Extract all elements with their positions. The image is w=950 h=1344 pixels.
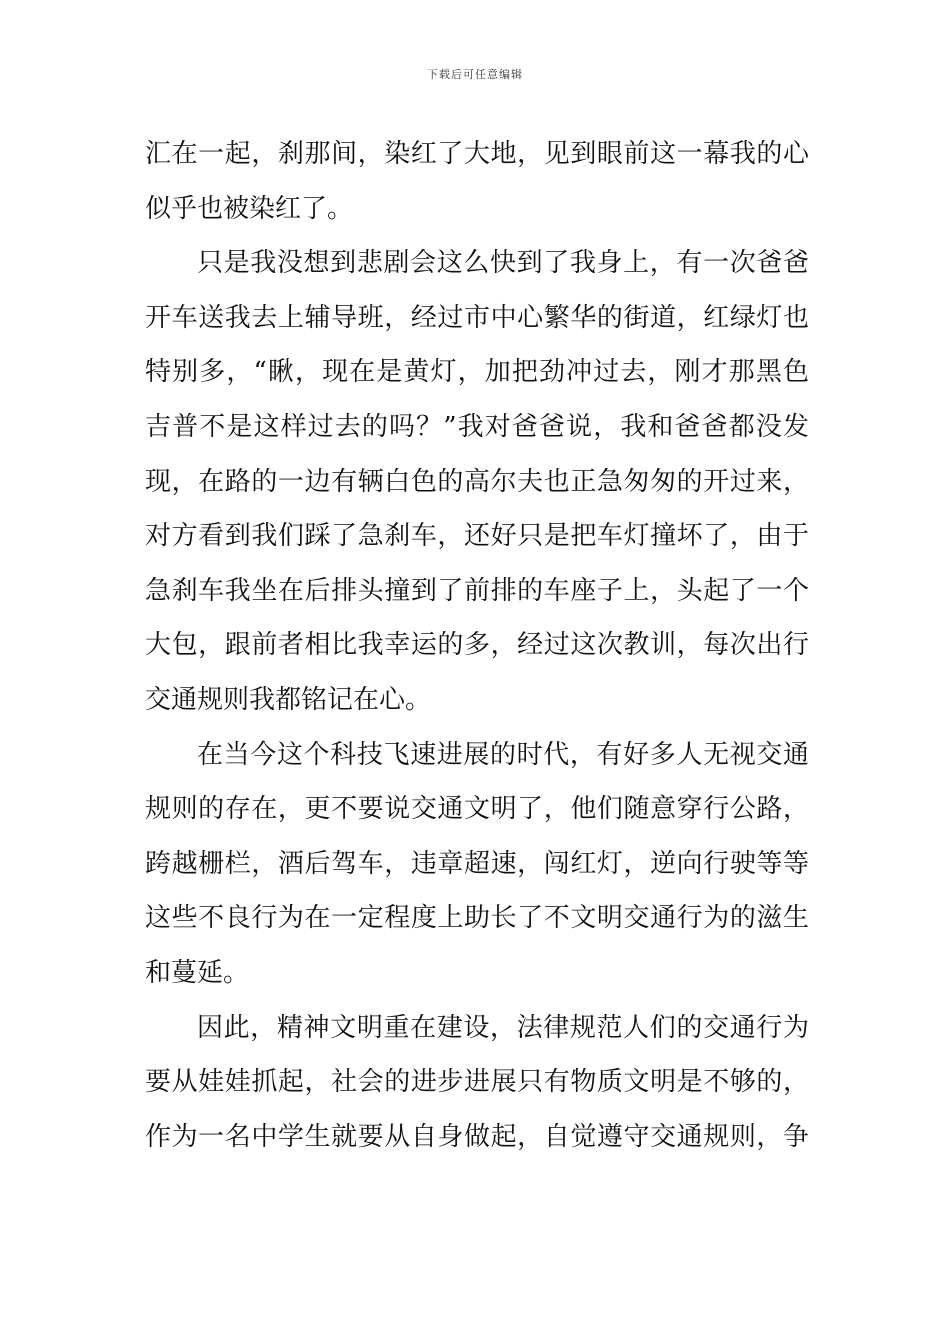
text-line: 似乎也被染红了。 xyxy=(145,193,354,224)
text-line: 要从娃娃抓起，社会的进步进展只有物质文明是不够的， xyxy=(145,1067,809,1098)
paragraph-4 xyxy=(145,1001,809,1165)
text-line: 开车送我去上辅导班，经过市中心繁华的街道，红绿灯也 xyxy=(145,302,809,333)
text-line: 急刹车我坐在后排头撞到了前排的车座子上，头起了一个 xyxy=(145,575,809,606)
paragraph-1 xyxy=(145,127,809,236)
text-line: 对方看到我们踩了急刹车，还好只是把车灯撞坏了，由于 xyxy=(145,521,809,552)
text-line: 跨越栅栏，酒后驾车，违章超速，闯红灯，逆向行驶等等 xyxy=(145,848,809,879)
text-line: 特别多，“瞅，现在是黄灯，加把劲冲过去，刚才那黑色 xyxy=(145,357,809,388)
text-line: 大包，跟前者相比我幸运的多，经过这次教训，每次出行 xyxy=(145,630,809,661)
text-line: 作为一名中学生就要从自身做起，自觉遵守交通规则，争 xyxy=(145,1121,809,1152)
paragraph-3 xyxy=(145,728,809,1001)
text-line: 规则的存在，更不要说交通文明了，他们随意穿行公路， xyxy=(145,794,809,825)
document-body xyxy=(145,127,809,1164)
paragraph-2 xyxy=(145,236,809,727)
page-header: 下载后可任意编辑 xyxy=(427,68,523,81)
text-line: 交通规则我都铭记在心。 xyxy=(145,684,432,715)
text-line: 汇在一起，刹那间，染红了大地，见到眼前这一幕我的心 xyxy=(145,139,809,169)
text-line: 这些不良行为在一定程度上助长了不文明交通行为的滋生 xyxy=(145,903,809,934)
text-line: 吉普不是这样过去的吗？”我对爸爸说，我和爸爸都没发 xyxy=(145,411,809,442)
text-line: 因此，精神文明重在建设，法律规范人们的交通行为 xyxy=(197,1012,809,1043)
text-line: 和蔓延。 xyxy=(145,957,250,988)
text-line: 只是我没想到悲剧会这么快到了我身上，有一次爸爸 xyxy=(197,248,809,279)
text-line: 现，在路的一边有辆白色的高尔夫也正急匆匆的开过来， xyxy=(145,466,809,497)
text-line: 在当今这个科技飞速进展的时代，有好多人无视交通 xyxy=(197,739,809,770)
